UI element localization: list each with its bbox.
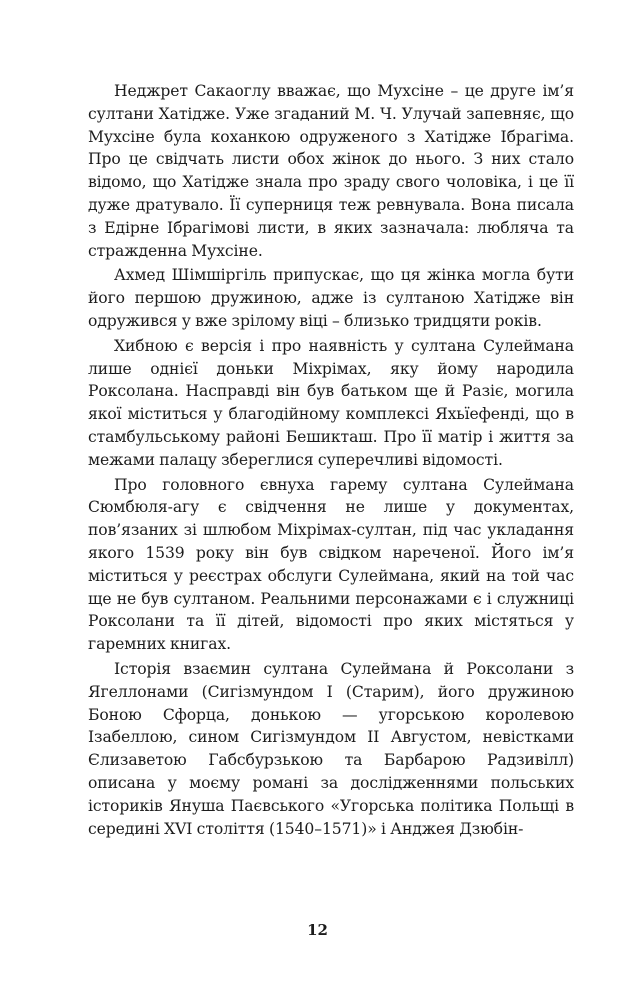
paragraph-1: Неджрет Сакаоглу вважає, що Мухсіне – це друге ім’я султани Хатідже. Уже згаданий М. Ч. Улучай запевняє, що Мухсіне була коханкою одруженого з Хатідже Ібрагіма. Про це свідчать листи обох жінок до нього. З них стало відомо, що Хатідже знала про зраду свого чоловіка, і це її дуже дратувало. Її суперниця теж ревнувала. Вона писала з Едірне Ібрагімові листи, в яких зазначала: люблячa та стражденна Мухсіне.: [88, 82, 574, 260]
page-number: 12: [307, 921, 328, 939]
paragraph-5: Історія взаємин султана Сулеймана й Роксолани з Ягеллонами (Сигізмундом I (Старим), його дружиною Боною Сфорца, донькою — угорською королевою Ізабеллою, сином Сигізмундом II Августом, невістками Єлизаветою Габсбурзькою та Барбарою Радзивілл) описана у моєму романі за дослідженнями польських істориків Януша Паєвського «Угорська політика Польщі в середині XVI століття (1540–1571)» і Анджея Дзюбін-: [88, 659, 574, 838]
paragraph-2: Ахмед Шімшіргіль припускає, що ця жінка могла бути його першою дружиною, адже із султаною Хатідже він одружився у вже зрілому віці – близько тридцяти років.: [88, 266, 574, 330]
paragraph-4: Про головного євнуха гарему султана Сулеймана Сюмбюля-агу є свідчення не лише у документах, пов’язаних зі шлюбом Міхрімах-султан, під час укладання якого 1539 року він був свідком нареченої. Його ім’я міститься у реєстрах обслуги Сулеймана, який на той час ще не був султаном. Реальними персонажами є і служниці Роксолани та її дітей, відомості про яких містяться у гаремних книгах.: [88, 475, 574, 654]
paragraph-3: Хибною є версія і про наявність у султана Сулеймана лише однієї доньки Міхрімах, яку йому народила Роксолана. Насправді він був батьком ще й Разіє, могила якої міститься у благодійному комплексі Яхьїефенді, що в стамбульському районі Бешикташ. Про її матір і життя за межами палацу збереглися суперечливі відомості.: [88, 336, 574, 469]
body-text: [88, 80, 574, 842]
